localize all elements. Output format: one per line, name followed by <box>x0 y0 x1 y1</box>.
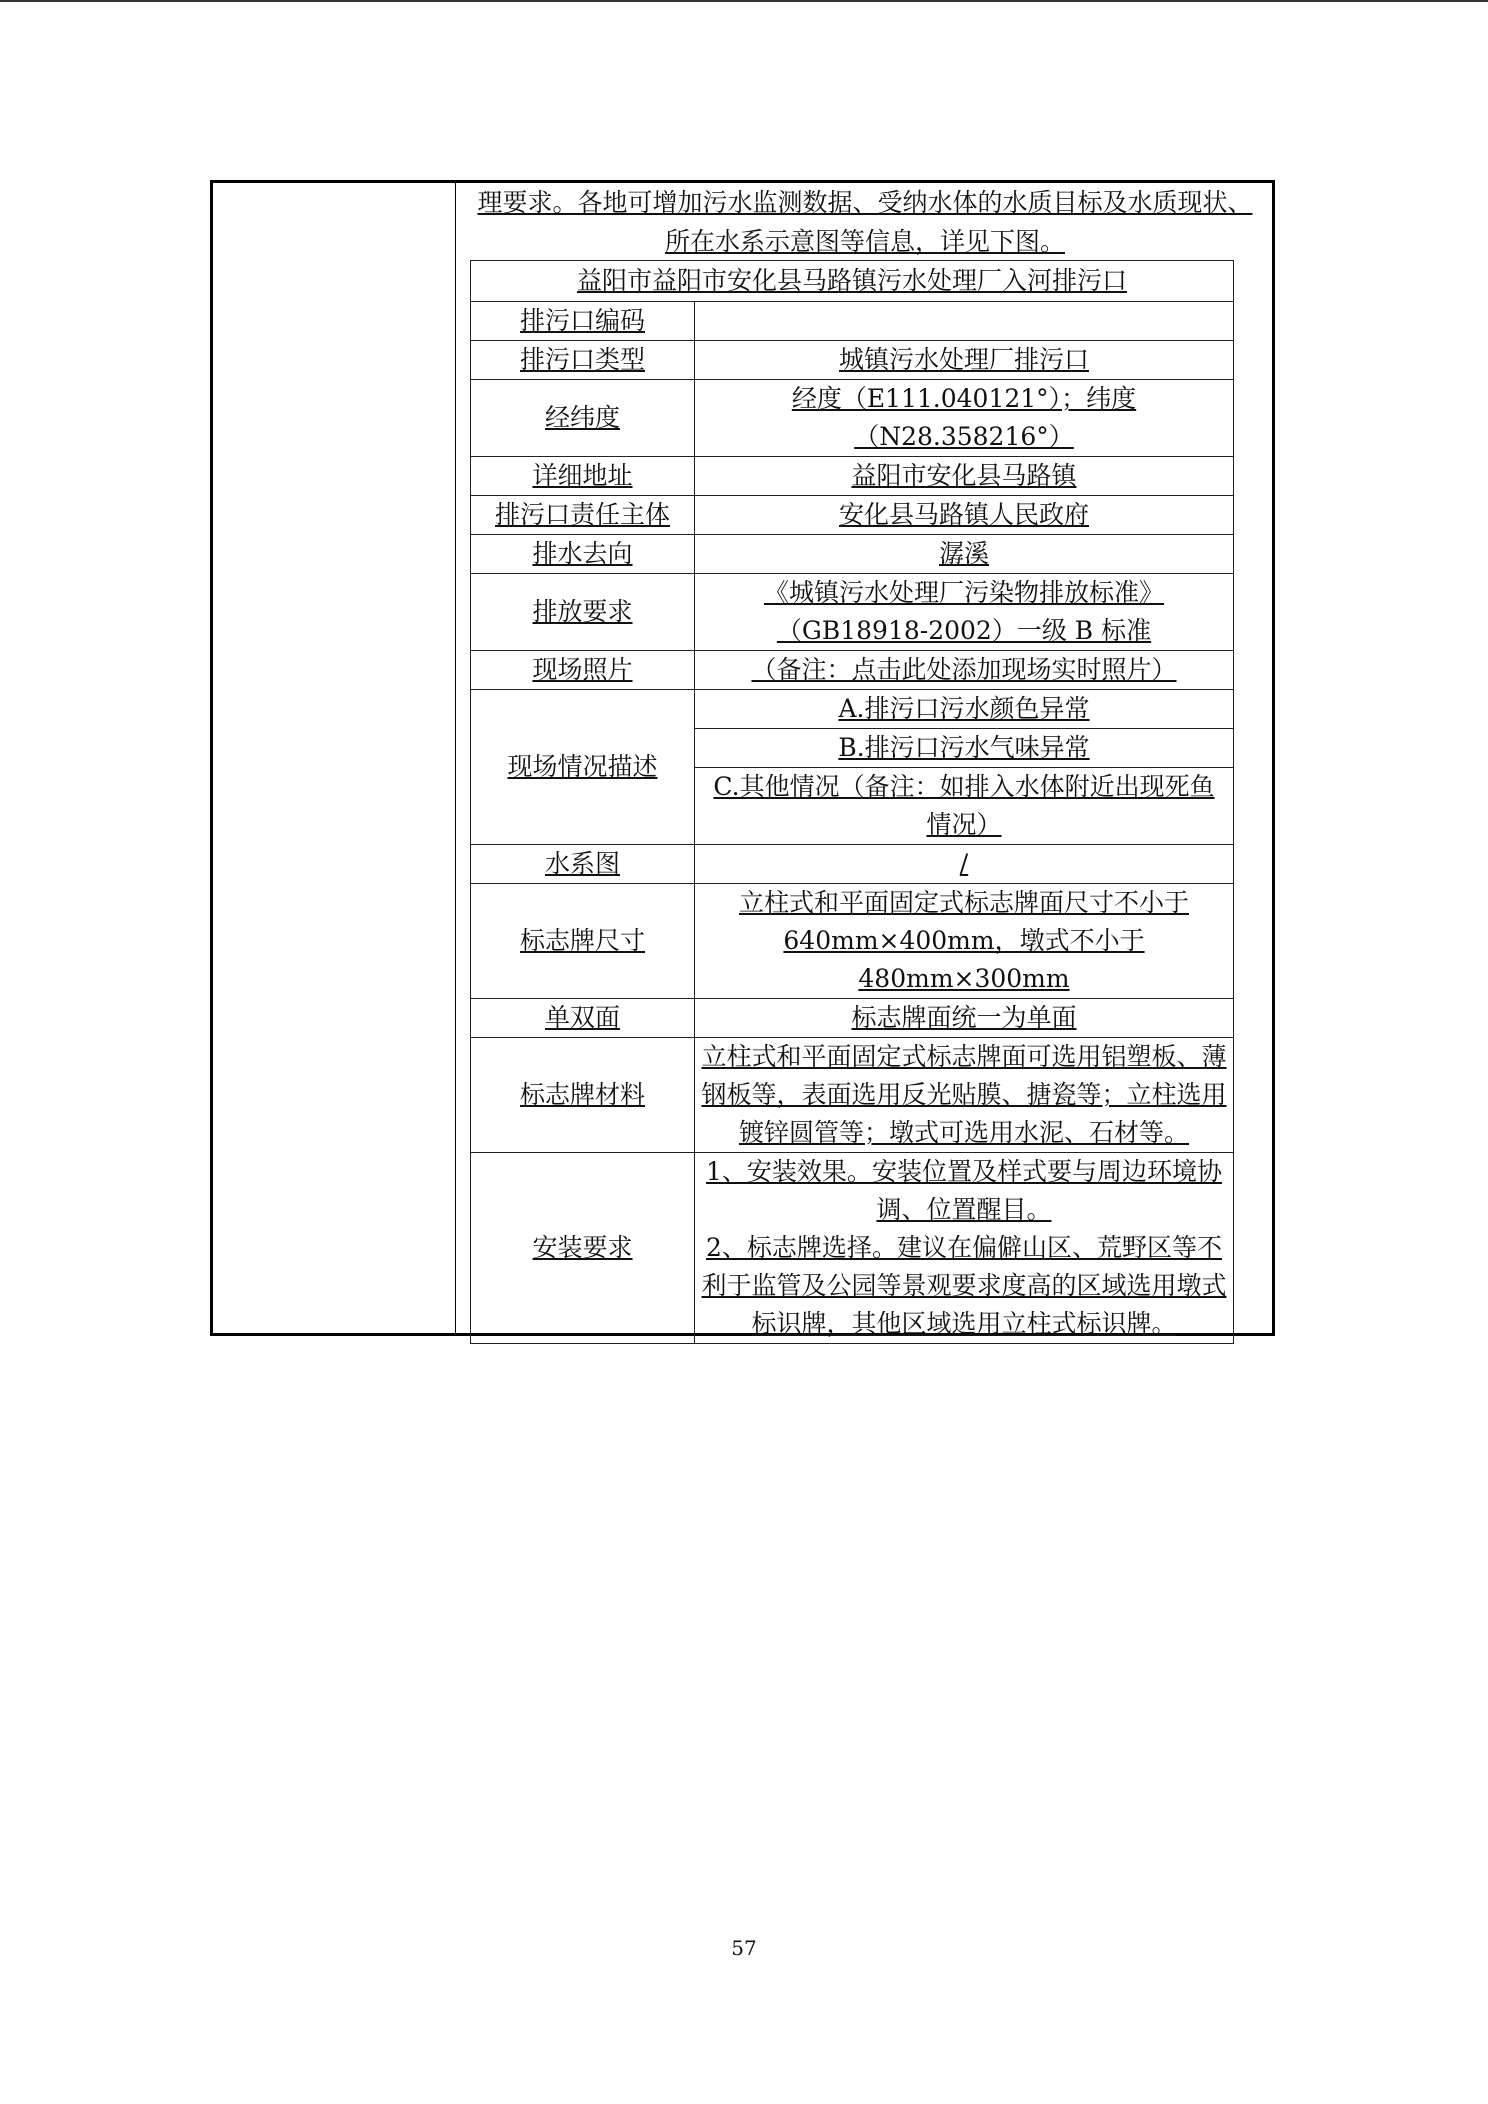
row-label-code: 排污口编码 <box>471 302 695 341</box>
sign-size-line-1: 立柱式和平面固定式标志牌面尺寸不小于 <box>738 888 1189 917</box>
row-label-responsible: 排污口责任主体 <box>471 496 695 535</box>
table-row <box>471 845 1234 884</box>
row-label-sign-size: 标志牌尺寸 <box>471 884 695 999</box>
table-row <box>471 380 1234 457</box>
row-label-sides: 单双面 <box>471 999 695 1038</box>
outfall-info-table <box>470 260 1234 1344</box>
sign-size-line-2: 640mm×400mm，墩式不小于 480mm×300mm <box>783 926 1145 993</box>
table-row <box>471 574 1234 651</box>
intro-line-1: 理要求。各地可增加污水监测数据、受纳水体的水质目标及水质现状、 <box>477 188 1253 217</box>
table-row <box>471 302 1234 341</box>
row-value-coordinates: 经度（E111.040121°）；纬度（N28.358216°） <box>695 380 1234 457</box>
row-value-code[interactable] <box>695 302 1234 341</box>
row-value-sign-size <box>695 884 1234 999</box>
row-label-photo: 现场照片 <box>471 651 695 690</box>
row-value-destination: 潺溪 <box>695 535 1234 574</box>
table-row <box>471 1153 1234 1344</box>
row-label-water-map: 水系图 <box>471 845 695 884</box>
row-value-discharge-req <box>695 574 1234 651</box>
table-row <box>471 535 1234 574</box>
row-label-address: 详细地址 <box>471 457 695 496</box>
intro-paragraph <box>460 183 1270 261</box>
row-label-coordinates: 经纬度 <box>471 380 695 457</box>
row-value-sides: 标志牌面统一为单面 <box>695 999 1234 1038</box>
table-title-row <box>471 261 1234 302</box>
table-row <box>471 884 1234 999</box>
table-row <box>471 651 1234 690</box>
row-value-install <box>695 1153 1234 1344</box>
row-value-responsible: 安化县马路镇人民政府 <box>695 496 1234 535</box>
table-title: 益阳市益阳市安化县马路镇污水处理厂入河排污口 <box>471 261 1234 302</box>
page-number: 57 <box>731 1936 757 1960</box>
install-line-1: 1、安装效果。安装位置及样式要与周边环境协调、位置醒目。 <box>706 1157 1222 1224</box>
intro-line-2: 所在水系示意图等信息，详见下图。 <box>664 227 1065 256</box>
row-value-material: 立柱式和平面固定式标志牌面可选用铝塑板、薄钢板等，表面选用反光贴膜、搪瓷等；立柱选用镀锌圆管等；墩式可选用水泥、石材等。 <box>695 1038 1234 1153</box>
table-row <box>471 341 1234 380</box>
table-row <box>471 999 1234 1038</box>
row-label-discharge-req: 排放要求 <box>471 574 695 651</box>
row-label-material: 标志牌材料 <box>471 1038 695 1153</box>
site-desc-option-a[interactable]: A.排污口污水颜色异常 <box>695 690 1234 729</box>
row-label-destination: 排水去向 <box>471 535 695 574</box>
page-top-border <box>0 0 1488 2</box>
row-value-address: 益阳市安化县马路镇 <box>695 457 1234 496</box>
discharge-req-line-2: （GB18918-2002）一级 B 标准 <box>776 616 1152 645</box>
row-value-type: 城镇污水处理厂排污口 <box>695 341 1234 380</box>
row-value-water-map: / <box>695 845 1234 884</box>
table-row <box>471 457 1234 496</box>
table-row <box>471 690 1234 729</box>
table-row <box>471 496 1234 535</box>
site-desc-option-b[interactable]: B.排污口污水气味异常 <box>695 729 1234 768</box>
row-label-install: 安装要求 <box>471 1153 695 1344</box>
table-row <box>471 1038 1234 1153</box>
left-column-divider <box>455 180 456 1336</box>
install-line-2: 2、标志牌选择。建议在偏僻山区、荒野区等不利于监管及公园等景观要求度高的区域选用墩式标识牌，其他区域选用立柱式标识牌。 <box>701 1233 1227 1338</box>
site-desc-option-c[interactable]: C.其他情况（备注：如排入水体附近出现死鱼情况） <box>695 768 1234 845</box>
discharge-req-line-1: 《城镇污水处理厂污染物排放标准》 <box>763 578 1164 607</box>
row-label-site-desc: 现场情况描述 <box>471 690 695 845</box>
row-value-photo[interactable]: （备注：点击此处添加现场实时照片） <box>695 651 1234 690</box>
row-label-type: 排污口类型 <box>471 341 695 380</box>
